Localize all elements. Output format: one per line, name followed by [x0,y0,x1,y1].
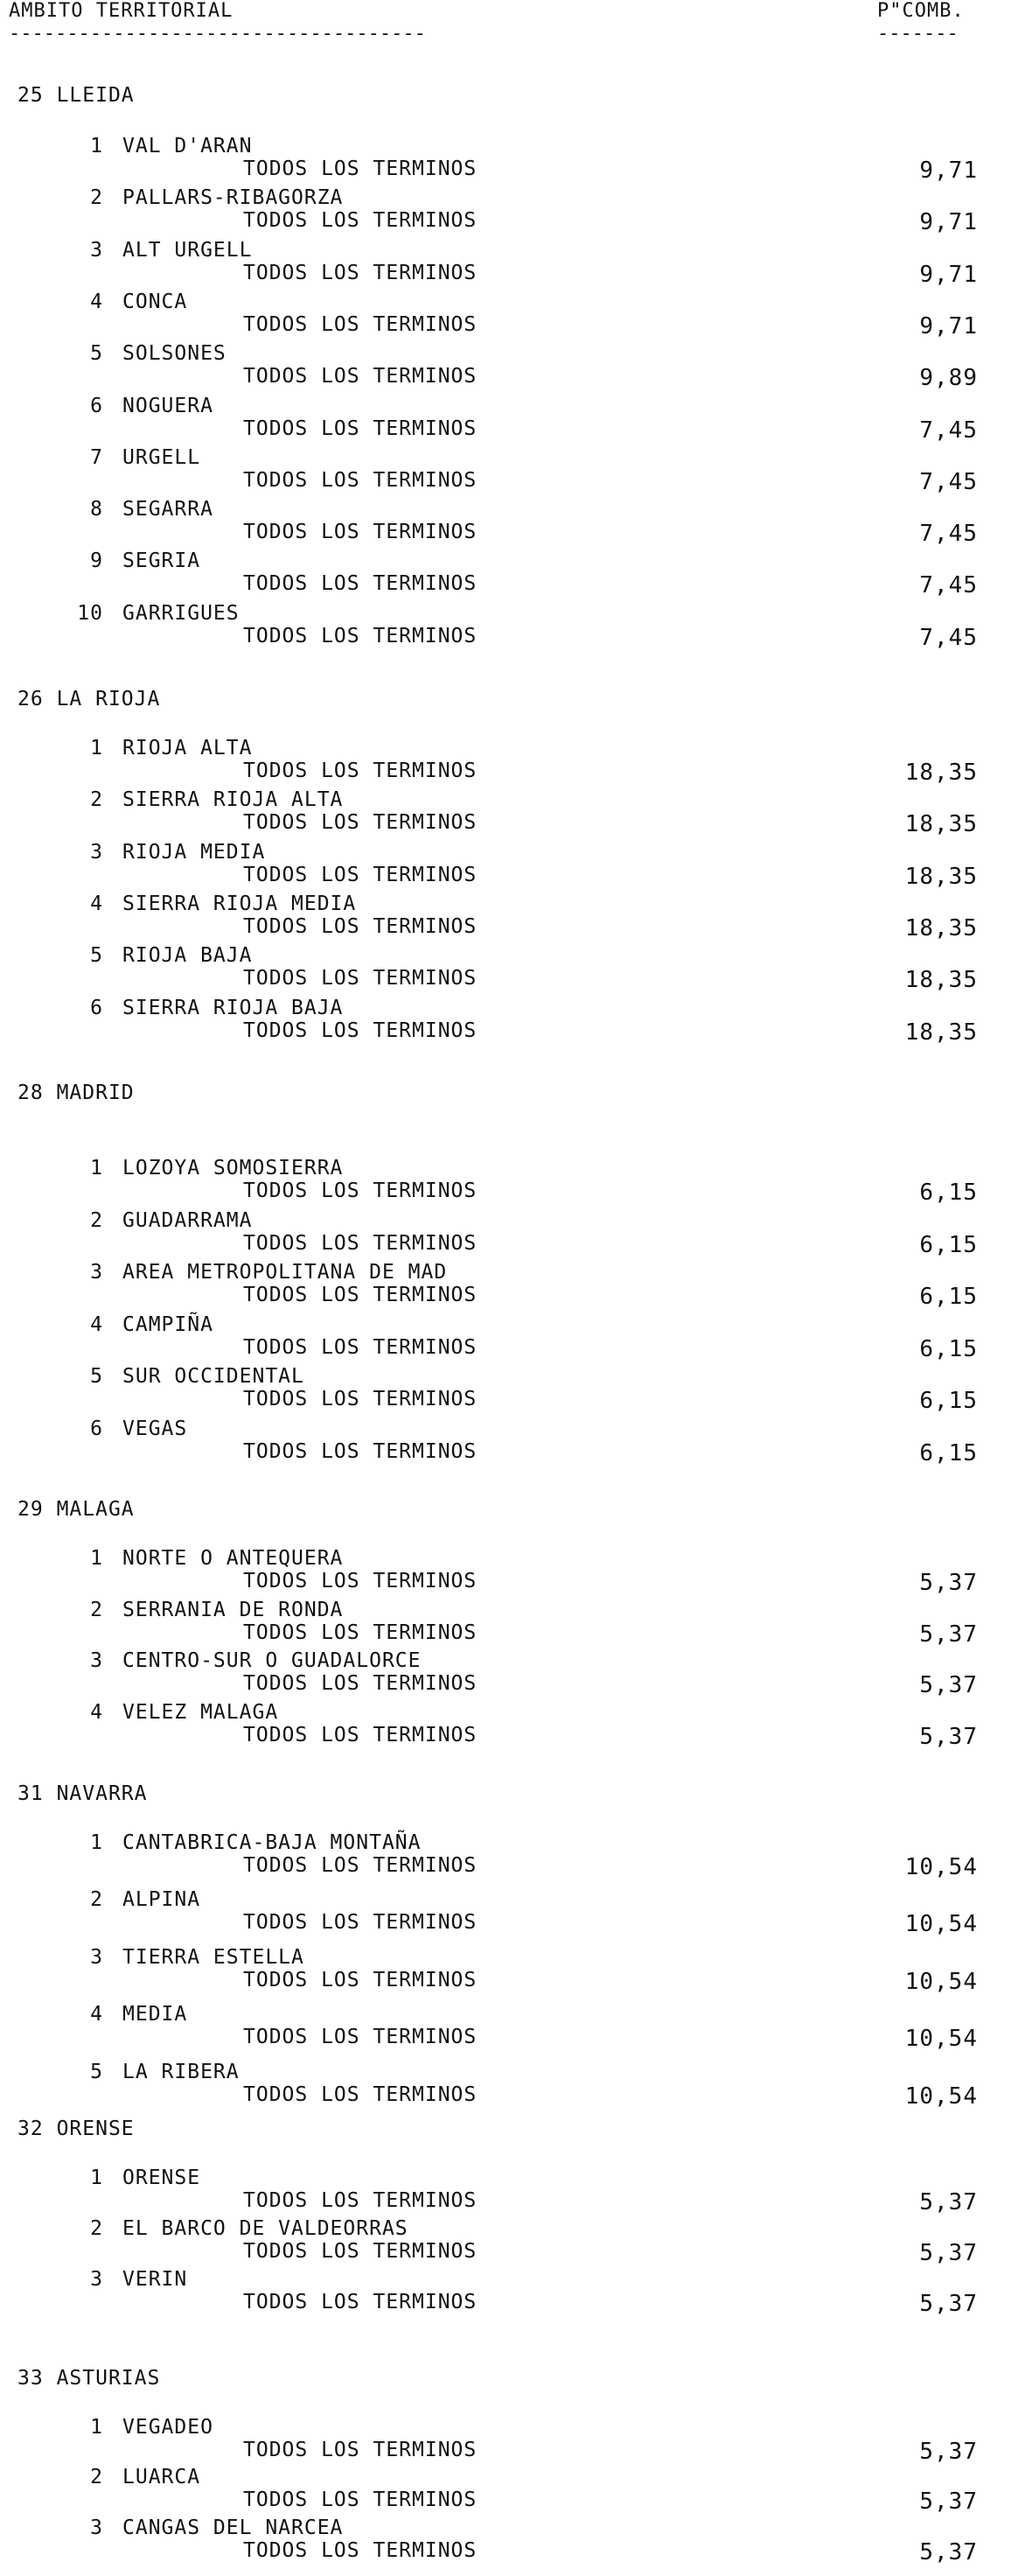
term-label: TODOS LOS TERMINOS [243,2240,478,2263]
price-value: 7,45 [919,416,978,444]
price-value: 5,37 [919,1570,978,1596]
term-label: TODOS LOS TERMINOS [243,1672,478,1696]
comarca-name: TIERRA ESTELLA [122,1945,304,1969]
comarca-number: 3 [90,1261,103,1284]
comarca-number: 3 [90,2268,103,2291]
term-label: TODOS LOS TERMINOS [243,811,478,835]
comarca-name: SOLSONES [122,342,227,366]
province-heading [17,688,160,710]
price-value: 6,15 [919,1284,978,1311]
comarca-name: AREA METROPOLITANA DE MAD [122,1261,448,1284]
comarca-number: 2 [90,2466,103,2489]
term-label: TODOS LOS TERMINOS [243,365,478,388]
term-label: TODOS LOS TERMINOS [243,572,478,596]
comarca-name: SIERRA RIOJA MEDIA [122,892,357,915]
term-label: TODOS LOS TERMINOS [243,624,478,648]
price-value: 5,37 [919,2189,978,2216]
comarca-name: VELEZ MALAGA [122,1701,279,1725]
term-label: TODOS LOS TERMINOS [243,863,478,886]
price-value: 7,45 [919,624,978,651]
price-value: 5,37 [919,1724,978,1751]
column-header-precio: P"COMB. [877,0,965,22]
comarca-number: 9 [90,550,103,573]
comarca-name: SIERRA RIOJA BAJA [122,996,344,1019]
price-value: 10,54 [904,2026,978,2053]
comarca-number: 5 [90,1365,103,1389]
term-label: TODOS LOS TERMINOS [243,2082,478,2106]
comarca-name: GARRIGUES [122,601,240,625]
comarca-number: 1 [90,1831,103,1854]
province-code: 28 [17,1082,44,1104]
term-label: TODOS LOS TERMINOS [243,967,478,990]
price-value: 6,15 [919,1440,978,1466]
term-label: TODOS LOS TERMINOS [243,1854,478,1877]
comarca-name: CAMPIÑA [122,1312,213,1336]
province-heading [17,1082,135,1104]
province-name: LA RIOJA [56,688,161,710]
price-value: 18,35 [904,914,978,942]
term-label: TODOS LOS TERMINOS [243,521,478,544]
comarca-number: 3 [90,1649,103,1673]
term-label: TODOS LOS TERMINOS [243,2439,478,2461]
term-label: TODOS LOS TERMINOS [243,1180,478,1202]
province-code: 33 [17,2367,44,2390]
comarca-name: SEGARRA [122,498,213,522]
comarca-name: RIOJA BAJA [122,944,253,968]
price-value: 10,54 [904,2082,978,2110]
term-label: TODOS LOS TERMINOS [243,2538,478,2562]
term-label: TODOS LOS TERMINOS [243,2026,478,2049]
comarca-number: 10 [77,601,103,625]
term-label: TODOS LOS TERMINOS [243,1018,478,1042]
column-header-ambito: AMBITO TERRITORIAL [9,0,234,22]
comarca-name: SEGRIA [122,550,201,573]
term-label: TODOS LOS TERMINOS [243,1335,478,1359]
comarca-number: 1 [90,135,103,158]
comarca-name: EL BARCO DE VALDEORRAS [122,2217,408,2240]
term-label: TODOS LOS TERMINOS [243,1388,478,1411]
term-label: TODOS LOS TERMINOS [243,2189,478,2212]
comarca-number: 3 [90,2516,103,2539]
term-label: TODOS LOS TERMINOS [243,1911,478,1935]
comarca-number: 3 [90,1945,103,1969]
comarca-name: CENTRO-SUR O GUADALORCE [122,1649,422,1673]
comarca-name: GUADARRAMA [122,1208,253,1232]
comarca-number: 1 [90,737,103,760]
comarca-name: CONCA [122,290,188,313]
term-label: TODOS LOS TERMINOS [243,312,478,336]
price-value: 9,71 [919,312,978,340]
comarca-name: NOGUERA [122,394,213,417]
price-value: 9,89 [919,365,978,392]
province-code: 32 [17,2118,44,2140]
term-label: TODOS LOS TERMINOS [243,1968,478,1992]
price-value: 18,35 [904,863,978,890]
province-heading [17,1782,148,1805]
term-label: TODOS LOS TERMINOS [243,158,478,180]
province-name: NAVARRA [56,1782,148,1805]
comarca-name: SIERRA RIOJA ALTA [122,788,344,812]
comarca-name: VEGAS [122,1418,188,1440]
comarca-number: 7 [90,445,103,469]
term-label: TODOS LOS TERMINOS [243,1620,478,1644]
comarca-name: MEDIA [122,2003,188,2026]
price-value: 18,35 [904,967,978,994]
comarca-number: 5 [90,944,103,968]
comarca-number: 3 [90,238,103,262]
comarca-number: 2 [90,2217,103,2240]
comarca-number: 8 [90,498,103,522]
comarca-name: VAL D'ARAN [122,135,253,158]
price-value: 18,35 [904,811,978,838]
price-value: 18,35 [904,760,978,786]
comarca-name: SUR OCCIDENTAL [122,1365,304,1389]
comarca-number: 3 [90,840,103,864]
term-label: TODOS LOS TERMINOS [243,1284,478,1307]
term-label: TODOS LOS TERMINOS [243,1231,478,1255]
province-code: 26 [17,688,44,710]
province-heading [17,2118,135,2140]
province-code: 31 [17,1782,44,1805]
term-label: TODOS LOS TERMINOS [243,914,478,938]
comarca-number: 2 [90,186,103,210]
comarca-name: LOZOYA SOMOSIERRA [122,1157,344,1180]
comarca-name: SERRANIA DE RONDA [122,1598,344,1621]
price-value: 9,71 [919,158,978,184]
comarca-number: 2 [90,1888,103,1912]
comarca-number: 1 [90,1157,103,1180]
price-value: 6,15 [919,1180,978,1206]
price-value: 5,37 [919,1672,978,1699]
price-value: 5,37 [919,2439,978,2465]
comarca-number: 6 [90,1418,103,1440]
price-value: 6,15 [919,1335,978,1362]
comarca-number: 6 [90,394,103,417]
comarca-name: ALPINA [122,1888,201,1912]
price-value: 9,71 [919,209,978,236]
price-value: 5,37 [919,2538,978,2566]
province-name: ASTURIAS [56,2367,161,2390]
price-value: 5,37 [919,2291,978,2317]
comarca-number: 4 [90,2003,103,2026]
comarca-number: 4 [90,1312,103,1336]
province-heading [17,84,135,107]
term-label: TODOS LOS TERMINOS [243,1440,478,1463]
comarca-name: URGELL [122,445,201,469]
comarca-number: 5 [90,342,103,366]
comarca-name: CANGAS DEL NARCEA [122,2516,344,2539]
province-name: ORENSE [56,2118,135,2140]
comarca-number: 4 [90,892,103,915]
price-value: 5,37 [919,2488,978,2516]
column-header-rule-right: ------- [877,23,959,45]
comarca-name: ORENSE [122,2166,201,2189]
price-value: 10,54 [904,1968,978,1995]
price-value: 7,45 [919,521,978,548]
price-value: 10,54 [904,1854,978,1880]
price-value: 7,45 [919,572,978,599]
price-value: 9,71 [919,261,978,288]
comarca-name: LUARCA [122,2466,201,2489]
comarca-name: VERIN [122,2268,188,2291]
comarca-name: LA RIBERA [122,2060,240,2083]
province-code: 29 [17,1498,44,1521]
term-label: TODOS LOS TERMINOS [243,468,478,492]
comarca-number: 4 [90,290,103,313]
comarca-name: NORTE O ANTEQUERA [122,1547,344,1570]
comarca-number: 2 [90,1208,103,1232]
price-value: 18,35 [904,1018,978,1046]
comarca-number: 2 [90,788,103,812]
term-label: TODOS LOS TERMINOS [243,1570,478,1592]
price-value: 10,54 [904,1911,978,1938]
comarca-number: 4 [90,1701,103,1725]
comarca-name: VEGADEO [122,2416,213,2439]
comarca-name: ALT URGELL [122,238,253,262]
comarca-number: 5 [90,2060,103,2083]
term-label: TODOS LOS TERMINOS [243,209,478,233]
price-value: 5,37 [919,1620,978,1648]
term-label: TODOS LOS TERMINOS [243,416,478,440]
comarca-number: 1 [90,2416,103,2439]
province-name: LLEIDA [56,84,135,107]
term-label: TODOS LOS TERMINOS [243,760,478,782]
term-label: TODOS LOS TERMINOS [243,2488,478,2512]
price-value: 7,45 [919,468,978,495]
term-label: TODOS LOS TERMINOS [243,1724,478,1747]
price-value: 6,15 [919,1388,978,1415]
comarca-name: CANTABRICA-BAJA MONTAÑA [122,1831,422,1854]
province-name: MALAGA [56,1498,135,1521]
price-value: 5,37 [919,2240,978,2266]
price-value: 6,15 [919,1231,978,1258]
province-name: MADRID [56,1082,135,1104]
province-code: 25 [17,84,44,107]
comarca-number: 1 [90,1547,103,1570]
comarca-name: PALLARS-RIBAGORZA [122,186,344,210]
comarca-number: 2 [90,1598,103,1621]
term-label: TODOS LOS TERMINOS [243,2291,478,2314]
comarca-name: RIOJA MEDIA [122,840,266,864]
column-header-rule-left: ------------------------------------ [9,23,426,45]
province-heading [17,2367,160,2390]
province-heading [17,1498,135,1521]
comarca-name: RIOJA ALTA [122,737,253,760]
term-label: TODOS LOS TERMINOS [243,261,478,284]
comarca-number: 1 [90,2166,103,2189]
comarca-number: 6 [90,996,103,1019]
